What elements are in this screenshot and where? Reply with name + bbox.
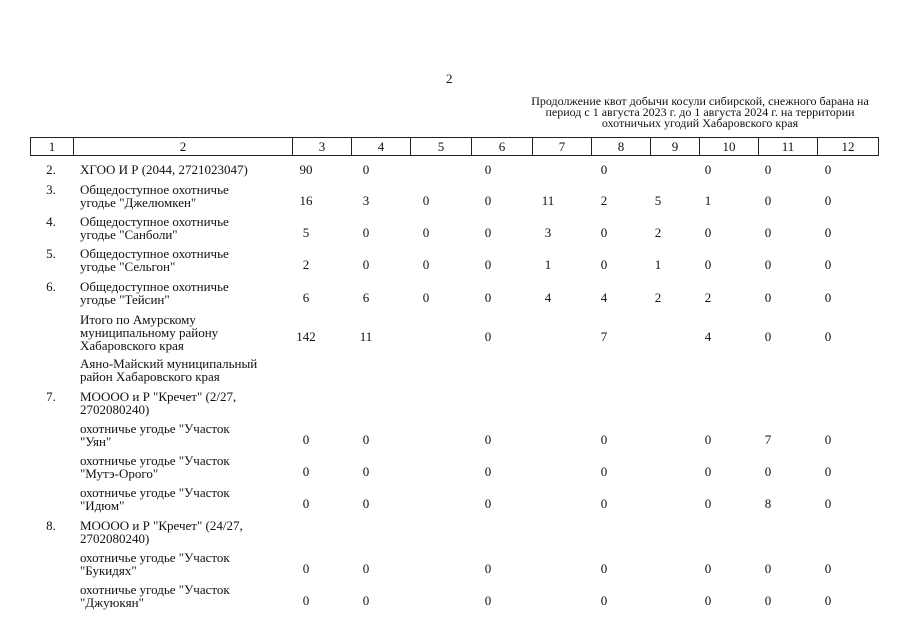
table-cell-c11: 0	[764, 192, 772, 208]
table-cell-c3: 142	[296, 329, 316, 344]
row-number: 5.	[46, 246, 56, 261]
table-cell-c3: 0	[302, 592, 310, 608]
table-cell-c3: 6	[302, 289, 310, 305]
table-cell-c10: 2	[704, 289, 712, 305]
table-cell-c8: 0	[600, 256, 608, 272]
table-cell-c10: 1	[704, 192, 712, 208]
row-number: 8.	[46, 518, 56, 533]
table-cell-c6: 0	[484, 289, 492, 305]
table-cell-c4: 0	[362, 162, 370, 177]
table-cell-c12: 0	[824, 162, 832, 177]
table-cell-c5: 0	[422, 289, 430, 305]
row-number: 4.	[46, 214, 56, 229]
table-cell-c6: 0	[484, 224, 492, 240]
table-cell-c4: 0	[362, 592, 370, 608]
table-cell-c11: 0	[764, 256, 772, 272]
row-name: Общедоступное охотничье угодье "Сельгон"	[80, 246, 229, 274]
table-cell-c11: 0	[764, 560, 772, 576]
table-cell-c12: 0	[824, 431, 832, 447]
table-cell-c12: 0	[824, 560, 832, 576]
table-cell-c4: 0	[362, 256, 370, 272]
table-cell-c12: 0	[824, 463, 832, 479]
table-cell-c5: 0	[422, 224, 430, 240]
table-cell-c3: 0	[302, 431, 310, 447]
table-cell-c12: 0	[824, 495, 832, 511]
table-cell-c7: 3	[544, 224, 552, 240]
row-number: 2.	[46, 162, 56, 177]
table-cell-c3: 0	[302, 495, 310, 511]
table-cell-c3: 0	[302, 560, 310, 576]
table-caption: Продолжение квот добычи косули сибирской, снежного барана на период с 1 августа 2023 г. до 1 августа 2024 г. на территории охотничьих угодий Хабаровского края	[531, 94, 869, 130]
row-name: Общедоступное охотничье угодье "Санболи"	[80, 214, 229, 242]
table-cell-c4: 0	[362, 431, 370, 447]
table-cell-c5: 0	[422, 192, 430, 208]
table-cell-c8: 0	[600, 224, 608, 240]
table-cell-c7: 4	[544, 289, 552, 305]
table-cell-c12: 0	[824, 224, 832, 240]
table-cell-c7: 1	[544, 256, 552, 272]
row-number: 6.	[46, 279, 56, 294]
table-cell-c12: 0	[824, 256, 832, 272]
table-cell-c8: 0	[600, 592, 608, 608]
table-cell-c6: 0	[484, 192, 492, 208]
row-number: 7.	[46, 389, 56, 404]
table-cell-c8: 0	[600, 431, 608, 447]
table-cell-c4: 0	[362, 495, 370, 511]
table-cell-c3: 16	[299, 192, 313, 208]
column-header: 3	[293, 138, 352, 156]
column-header: 10	[700, 138, 759, 156]
table-cell-c6: 0	[484, 329, 492, 344]
table-cell-c8: 0	[600, 162, 608, 177]
row-name: МОООО и Р "Кречет" (2/27, 2702080240)	[80, 389, 237, 417]
table-cell-c5: 0	[422, 256, 430, 272]
row-name: Итого по Амурскому муниципальному району Хабаровского края	[80, 312, 219, 353]
table-cell-c12: 0	[824, 329, 832, 344]
table-cell-c4: 0	[362, 463, 370, 479]
row-name: охотничье угодье "Участок "Идюм"	[80, 485, 230, 513]
table-cell-c6: 0	[484, 463, 492, 479]
table-cell-c11: 0	[764, 224, 772, 240]
table-cell-c9: 1	[654, 256, 662, 272]
column-header: 4	[352, 138, 411, 156]
table-cell-c11: 0	[764, 329, 772, 344]
table-cell-c11: 0	[764, 162, 772, 177]
table-cell-c4: 0	[362, 224, 370, 240]
column-header: 9	[651, 138, 700, 156]
table-cell-c10: 0	[704, 431, 712, 447]
row-name: охотничье угодье "Участок "Уян"	[80, 421, 230, 449]
column-header: 11	[759, 138, 818, 156]
column-header: 2	[74, 138, 293, 156]
row-name: Общедоступное охотничье угодье "Тейсин"	[80, 279, 229, 307]
table-cell-c4: 3	[362, 192, 370, 208]
table-cell-c6: 0	[484, 431, 492, 447]
column-header: 8	[592, 138, 651, 156]
table-cell-c4: 6	[362, 289, 370, 305]
table-cell-c8: 2	[600, 192, 608, 208]
row-name: охотничье угодье "Участок "Букидях"	[80, 550, 230, 578]
table-cell-c9: 2	[654, 224, 662, 240]
row-name: ХГОО И Р (2044, 2721023047)	[80, 162, 248, 177]
table-cell-c8: 0	[600, 463, 608, 479]
table-cell-c10: 4	[704, 329, 712, 344]
page-number: 2	[446, 71, 453, 86]
table-cell-c6: 0	[484, 560, 492, 576]
column-header: 5	[411, 138, 472, 156]
table-cell-c11: 7	[764, 431, 772, 447]
table-cell-c3: 90	[299, 162, 313, 177]
row-number: 3.	[46, 182, 56, 197]
table-cell-c6: 0	[484, 495, 492, 511]
column-header: 1	[31, 138, 74, 156]
table-cell-c10: 0	[704, 495, 712, 511]
table-cell-c4: 0	[362, 560, 370, 576]
table-cell-c11: 8	[764, 495, 772, 511]
table-cell-c11: 0	[764, 289, 772, 305]
table-cell-c12: 0	[824, 192, 832, 208]
table-cell-c3: 2	[302, 256, 310, 272]
table-cell-c3: 5	[302, 224, 310, 240]
table-cell-c8: 7	[600, 329, 608, 344]
table-cell-c8: 0	[600, 560, 608, 576]
column-header: 12	[818, 138, 879, 156]
table-cell-c7: 11	[541, 192, 555, 208]
table-cell-c6: 0	[484, 592, 492, 608]
table-cell-c11: 0	[764, 592, 772, 608]
table-cell-c10: 0	[704, 592, 712, 608]
table-cell-c6: 0	[484, 162, 492, 177]
row-name: охотничье угодье "Участок "Джуюкян"	[80, 582, 230, 610]
table-cell-c4: 11	[359, 329, 373, 344]
column-header: 7	[533, 138, 592, 156]
table-cell-c9: 5	[654, 192, 662, 208]
row-name: Общедоступное охотничье угодье "Джелюмкен"	[80, 182, 229, 210]
table-cell-c10: 0	[704, 162, 712, 177]
table-cell-c10: 0	[704, 224, 712, 240]
table-cell-c3: 0	[302, 463, 310, 479]
table-cell-c9: 2	[654, 289, 662, 305]
row-name: МОООО и Р "Кречет" (24/27, 2702080240)	[80, 518, 243, 546]
row-name: охотничье угодье "Участок "Мутэ-Орого"	[80, 453, 230, 481]
table-cell-c10: 0	[704, 256, 712, 272]
table-cell-c8: 0	[600, 495, 608, 511]
table-cell-c10: 0	[704, 560, 712, 576]
table-cell-c6: 0	[484, 256, 492, 272]
table-cell-c12: 0	[824, 289, 832, 305]
table-cell-c12: 0	[824, 592, 832, 608]
column-header: 6	[472, 138, 533, 156]
row-name: Аяно-Майский муниципальный район Хабаровского края	[80, 356, 258, 384]
table-cell-c11: 0	[764, 463, 772, 479]
table-cell-c10: 0	[704, 463, 712, 479]
table-cell-c8: 4	[600, 289, 608, 305]
